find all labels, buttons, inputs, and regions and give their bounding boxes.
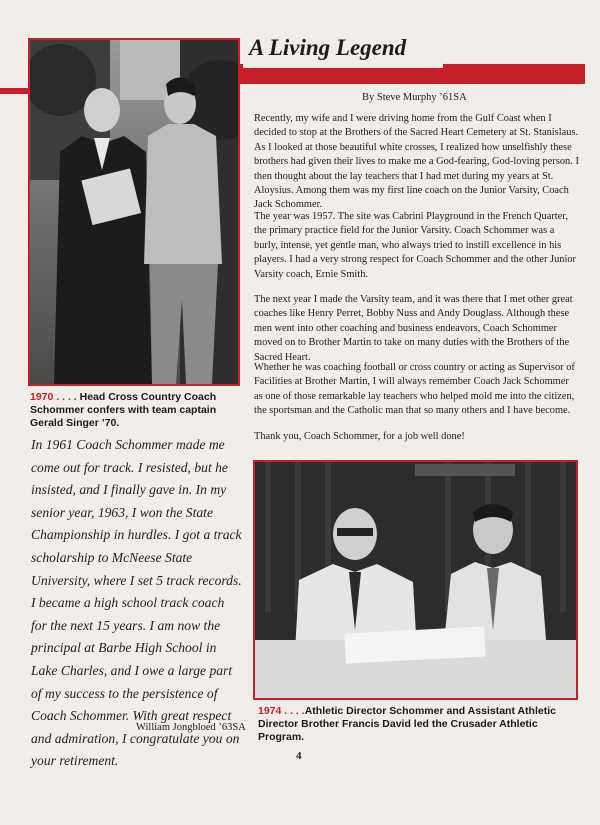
photo-athletic-directors [253, 460, 578, 700]
article-paragraph: Recently, my wife and I were driving home from the Gulf Coast when I decided to stop at the Brothers of the Sacred Heart Cemetery at St. Stanislaus. As I looked at those beautiful white crosses, I realized how unselfishly these brothers had given their lives to make me a God-fearing, God-loving person. I then thought about the lay teachers that I had met during my years at St. Aloysius. Among them was my first line coach on the Junior Varsity, Coach Jack Schommer. [254, 113, 579, 211]
article-title: A Living Legend [249, 35, 407, 60]
caption-text: Athletic Director Schommer and Assistant Athletic Director Brother Francis David led the Crusader Athletic Program. [258, 705, 556, 743]
article-paragraph: Whether he was coaching football or cross country or acting as Supervisor of Facilities at Brother Martin, I will always remember Coach Jack Schommer as one of those remarkable lay teachers who helped mold me into the citizen, the sportsman and the Catholic man that so many others and I have become. [254, 362, 575, 417]
article-paragraph: The next year I made the Varsity team, and it was there that I met other great coaches like Henry Perret, Bobby Nuss and Andy Douglass. Although these men went into other coaching and business endeavors, Coach Schommer moved on to Brother Martin to take on many duties with the Brothers of the Sacred Heart. [254, 294, 573, 363]
photo-coach-and-captain-caption [30, 391, 240, 430]
article-paragraph: The year was 1957. The site was Cabrini Playground in the French Quarter, the primary practice field for the Junior Varsity. Coach Schommer was a burly, intense, yet gentle man, who always tried to instill excellence in his players. I had a very strong respect for Coach Schommer and the other Junior Varsity coach, Ernie Smith. [254, 211, 577, 280]
accent-bar-left [0, 88, 30, 94]
photo-coach-and-captain [28, 38, 240, 386]
photo-athletic-directors-image [255, 462, 576, 698]
article-byline: By Steve Murphy ’61SA [362, 92, 467, 103]
testimonial-signature: William Jongbloed ’63SA [136, 722, 246, 733]
article-paragraph: Thank you, Coach Schommer, for a job well done! [254, 431, 465, 442]
caption-year: 1974 . . . . [258, 705, 305, 717]
testimonial-quote: In 1961 Coach Schommer made me come out for track. I resisted, but he insisted, and I finally gave in. In my senior year, 1963, I won the State Championship in hurdles. I got a track scholarship to McNeese State University, where I set 5 track records. I became a high school track coach for the next 15 years. I am now the principal at Barbe High School in Lake Charles, and I owe a large part of my success to the persistence of Coach Schommer. With great respect and admiration, I congratulate you on your retirement. [31, 437, 242, 769]
photo-coach-and-captain-image [30, 40, 238, 384]
caption-text: Head Cross Country Coach Schommer confers with team captain Gerald Singer ’70. [30, 391, 217, 429]
caption-year: 1970 . . . . [30, 391, 77, 403]
photo-athletic-directors-caption [258, 705, 583, 744]
page-number: 4 [296, 750, 302, 762]
